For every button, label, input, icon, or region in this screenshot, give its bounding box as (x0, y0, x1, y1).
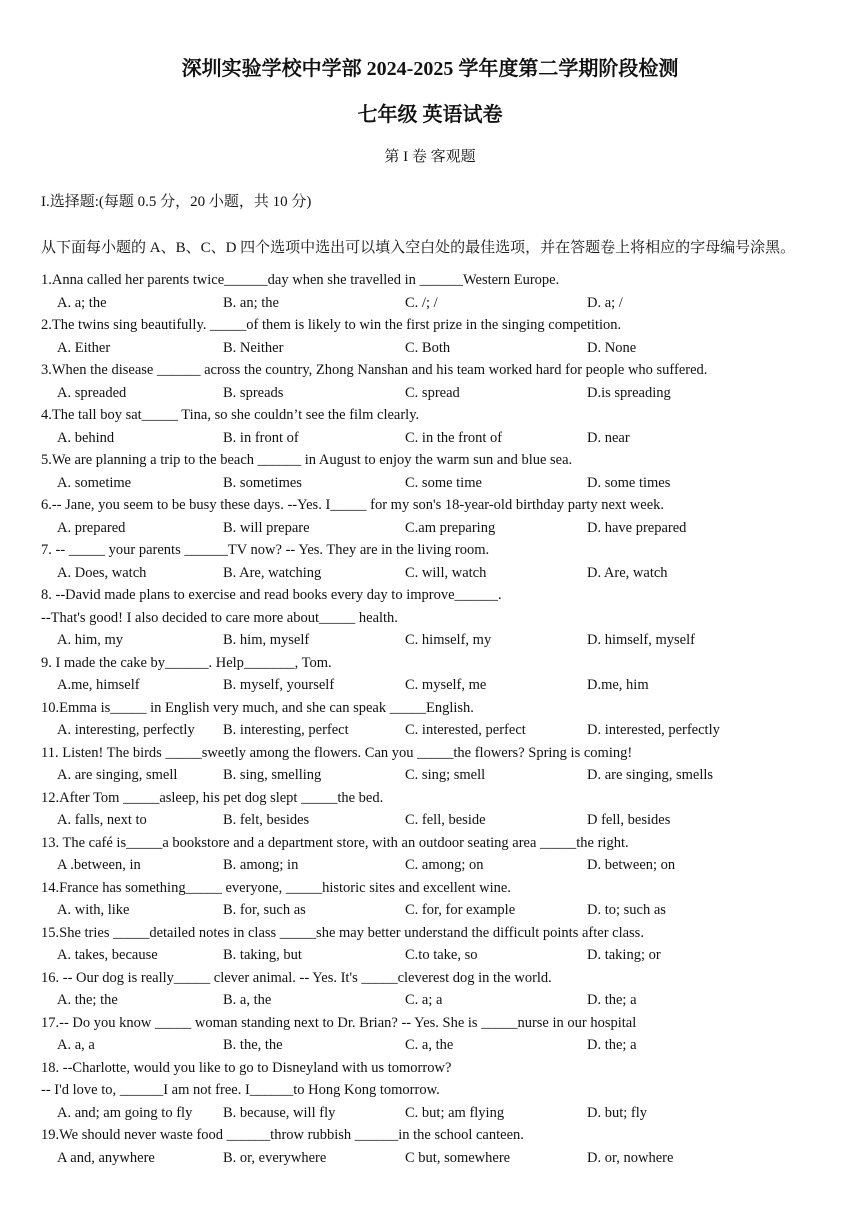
answer-option: A. behind (57, 429, 115, 446)
answer-option: A. prepared (57, 519, 126, 536)
answer-option: D. to; such as (587, 902, 666, 918)
question-item (41, 314, 831, 359)
question-stem: --That's good! I also decided to care more about_____ health. (41, 609, 398, 626)
answer-option: B. taking, but (223, 947, 302, 963)
answer-option: A and, anywhere (57, 1149, 155, 1166)
answer-option: D. between; on (587, 857, 676, 873)
answer-options (41, 337, 831, 360)
answer-options (41, 517, 831, 540)
question-item (41, 269, 831, 314)
answer-option: C. /; / (405, 294, 438, 311)
question-stem: 16. -- Our dog is really_____ clever animal. -- Yes. It's _____cleverest dog in the world. (41, 969, 552, 986)
answer-option: A. interesting, perfectly (57, 722, 195, 738)
answer-option: D. are singing, smells (587, 767, 714, 783)
answer-options (41, 1147, 831, 1170)
answer-option: D fell, besides (587, 812, 671, 828)
question-item (41, 1124, 831, 1169)
answer-option: B. an; the (223, 294, 279, 311)
answer-option: C. for, for example (405, 902, 516, 918)
answer-options (41, 629, 831, 652)
exam-title: 深圳实验学校中学部 2024-2025 学年度第二学期阶段检测 (181, 58, 679, 80)
answer-option: D.is spreading (587, 384, 671, 401)
question-item (41, 404, 831, 449)
answer-options (41, 472, 831, 495)
answer-option: C but, somewhere (405, 1149, 511, 1166)
question-item (41, 787, 831, 832)
answer-option: C. in the front of (405, 429, 503, 446)
question-stem: 1.Anna called her parents twice______day when she travelled in ______Western Europe. (41, 272, 560, 288)
answer-options (41, 719, 831, 742)
section-heading: I.选择题:(每题 0.5 分，20 小题，共 10 分) (41, 194, 312, 210)
question-stem: 11. Listen! The birds _____sweetly among the flowers. Can you _____the flowers? Spring is coming! (41, 744, 633, 761)
answer-option: B. Neither (223, 339, 284, 356)
question-stem: 17.-- Do you know _____ woman standing next to Dr. Brian? -- Yes. She is _____nurse in our hospital (41, 1014, 637, 1031)
question-item (41, 877, 831, 922)
question-list (41, 269, 831, 1169)
question-stem: -- I'd love to, ______I am not free. I______to Hong Kong tomorrow. (41, 1082, 440, 1098)
answer-option: A. with, like (57, 902, 130, 918)
question-stem: 5.We are planning a trip to the beach ______ in August to enjoy the warm sun and blue sea. (41, 452, 573, 468)
question-stem: 10.Emma is_____ in English very much, and she can speak _____English. (41, 699, 474, 716)
question-stem: 13. The café is_____a bookstore and a department store, with an outdoor seating area _____the right. (41, 834, 629, 851)
answer-option: A. takes, because (57, 947, 158, 963)
answer-option: B. sing, smelling (223, 767, 322, 783)
answer-option: D. taking; or (587, 947, 661, 963)
answer-option: B. spreads (223, 384, 284, 401)
question-item (41, 967, 831, 1012)
answer-option: B. will prepare (223, 519, 310, 536)
answer-option: A. him, my (57, 632, 124, 648)
question-item (41, 1012, 831, 1057)
answer-option: D. interested, perfectly (587, 722, 720, 738)
answer-option: C. a; a (405, 992, 443, 1008)
answer-option: A. spreaded (57, 384, 127, 401)
question-item (41, 1057, 831, 1125)
answer-option: A. the; the (57, 992, 118, 1008)
answer-option: B. or, everywhere (223, 1149, 327, 1166)
answer-option: A. falls, next to (57, 812, 147, 828)
question-stem: 2.The twins sing beautifully. _____of them is likely to win the first prize in the singing competition. (41, 317, 622, 333)
answer-options (41, 809, 831, 832)
answer-option: D. the; a (587, 992, 637, 1008)
answer-option: A. sometime (57, 474, 132, 491)
answer-option: B. Are, watching (223, 564, 322, 581)
exam-subtitle: 七年级 英语试卷 (357, 104, 503, 126)
answer-option: A. are singing, smell (57, 767, 178, 783)
answer-option: C. fell, beside (405, 812, 486, 828)
answer-option: B. a, the (223, 992, 272, 1008)
question-stem: 18. --Charlotte, would you like to go to Disneyland with us tomorrow? (41, 1059, 452, 1076)
answer-options (41, 944, 831, 967)
question-item (41, 539, 831, 584)
answer-options (41, 382, 831, 405)
answer-option: A .between, in (57, 857, 141, 873)
question-item (41, 449, 831, 494)
question-item (41, 494, 831, 539)
answer-option: B. interesting, perfect (223, 722, 349, 738)
question-stem: 9. I made the cake by______. Help_______, Tom. (41, 654, 332, 671)
answer-option: A. Does, watch (57, 564, 147, 581)
question-stem: 6.-- Jane, you seem to be busy these days. --Yes. I_____ for my son's 18-year-old birthday party next week. (41, 497, 665, 513)
answer-options (41, 764, 831, 787)
question-stem: 12.After Tom _____asleep, his pet dog slept _____the bed. (41, 789, 384, 806)
answer-option: C. himself, my (405, 632, 492, 648)
answer-option: A. a, a (57, 1037, 95, 1053)
answer-option: D. some times (587, 474, 671, 491)
answer-option: A. a; the (57, 294, 107, 311)
section-instruction: 从下面每小题的 A、B、C、D 四个选项中选出可以填入空白处的最佳选项，并在答题卷上将相应的字母编号涂黑。 (41, 240, 796, 256)
answer-options (41, 1034, 831, 1057)
answer-options (41, 899, 831, 922)
question-stem: 3.When the disease ______ across the country, Zhong Nanshan and his team worked hard for people who suffered. (41, 362, 708, 378)
answer-options (41, 292, 831, 315)
answer-option: B. the, the (223, 1037, 283, 1053)
answer-option: D. near (587, 429, 630, 446)
answer-options (41, 1102, 831, 1125)
answer-option: C. Both (405, 339, 451, 356)
answer-options (41, 854, 831, 877)
answer-option: A. and; am going to fly (57, 1104, 193, 1121)
answer-option: C. interested, perfect (405, 722, 526, 738)
answer-option: C. myself, me (405, 677, 487, 693)
answer-option: C. among; on (405, 857, 484, 873)
answer-option: C. spread (405, 384, 460, 401)
answer-option: D. Are, watch (587, 564, 668, 581)
answer-option: A. Either (57, 339, 111, 356)
answer-option: B. sometimes (223, 474, 302, 491)
question-stem: 4.The tall boy sat_____ Tina, so she couldn’t see the film clearly. (41, 407, 420, 423)
answer-option: D. None (587, 339, 637, 356)
answer-options (41, 427, 831, 450)
question-stem: 7. -- _____ your parents ______TV now? -- Yes. They are in the living room. (41, 542, 490, 558)
answer-option: D. a; / (587, 294, 623, 311)
question-item (41, 832, 831, 877)
answer-option: D. the; a (587, 1037, 637, 1053)
question-item (41, 359, 831, 404)
answer-option: B. for, such as (223, 902, 306, 918)
question-item (41, 922, 831, 967)
question-item (41, 742, 831, 787)
answer-option: B. felt, besides (223, 812, 310, 828)
answer-options (41, 562, 831, 585)
answer-options (41, 989, 831, 1012)
answer-option: D.me, him (587, 677, 649, 693)
answer-option: B. in front of (223, 429, 299, 446)
answer-option: B. myself, yourself (223, 677, 335, 693)
answer-options (41, 674, 831, 697)
answer-option: C. sing; smell (405, 767, 486, 783)
answer-option: C.to take, so (405, 947, 478, 963)
answer-option: D. but; fly (587, 1104, 648, 1121)
answer-option: C. will, watch (405, 564, 487, 581)
part-heading: 第 I 卷 客观题 (384, 149, 476, 165)
question-item (41, 697, 831, 742)
answer-option: C. but; am flying (405, 1104, 505, 1121)
answer-option: A.me, himself (57, 677, 140, 693)
answer-option: B. him, myself (223, 632, 310, 648)
answer-option: B. because, will fly (223, 1104, 336, 1121)
answer-option: D. or, nowhere (587, 1149, 674, 1166)
question-stem: 19.We should never waste food ______throw rubbish ______in the school canteen. (41, 1127, 524, 1143)
answer-option: B. among; in (223, 857, 299, 873)
answer-option: D. have prepared (587, 519, 687, 536)
question-item (41, 652, 831, 697)
question-stem: 8. --David made plans to exercise and read books every day to improve______. (41, 587, 502, 603)
question-stem: 14.France has something_____ everyone, _____historic sites and excellent wine. (41, 879, 511, 896)
answer-option: C.am preparing (405, 519, 496, 536)
answer-option: C. some time (405, 474, 482, 491)
answer-option: D. himself, myself (587, 632, 695, 648)
answer-option: C. a, the (405, 1037, 454, 1053)
question-item (41, 584, 831, 652)
question-stem: 15.She tries _____detailed notes in class _____she may better understand the difficult points after class. (41, 924, 644, 941)
